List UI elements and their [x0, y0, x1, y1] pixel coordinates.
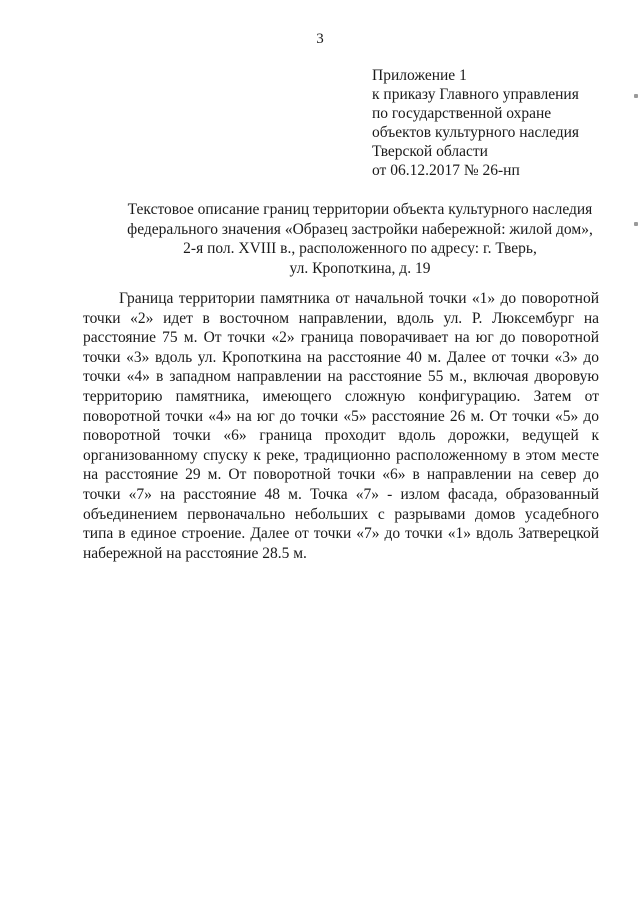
body-line: набережной на расстояние 28.5 м.	[83, 544, 307, 562]
body-line: поворотной точки «6» граница проходит вдоль дорожки, ведущей к	[83, 427, 599, 445]
body-line: Граница территории памятника от начальной точки «1» до поворотной	[119, 290, 599, 307]
body-line: точки «2» идет в восточном направлении, вдоль ул. Р. Люксембург на	[83, 309, 599, 327]
body-line: территорию памятника, имеющего сложную конфигурацию. Затем от	[83, 387, 599, 405]
title-line: Текстовое описание границ территории объекта культурного наследия	[127, 201, 593, 218]
document-title	[80, 200, 640, 278]
body-line: на расстояние 29 м. От поворотной точки «6» в направлении на север до	[83, 466, 599, 484]
scan-edge-mark	[634, 94, 638, 98]
body-line: точки «4» в западном направлении на расстояние 55 м., включая дворовую	[83, 368, 599, 386]
body-line: объединением первоначально небольших с разрывами домов усадебного	[83, 505, 599, 523]
body-line: точки «7» на расстояние 48 м. Точка «7» - излом фасада, образованный	[83, 485, 599, 503]
page-number: 3	[316, 31, 324, 47]
boundary-description	[83, 289, 599, 563]
body-line: точки «3» вдоль ул. Кропоткина на расстояние 40 м. Далее от точки «3» до	[83, 348, 599, 366]
appendix-line: по государственной охране	[372, 105, 552, 122]
appendix-header	[372, 66, 632, 180]
body-line: поворотной точки «4» на юг до точки «5» расстояние 26 м. От точки «5» до	[83, 407, 599, 425]
title-line: ул. Кропоткина, д. 19	[289, 259, 431, 277]
scan-edge-mark	[634, 222, 638, 226]
appendix-line: от 06.12.2017 № 26-нп	[372, 162, 520, 179]
title-line: 2-я пол. XVIII в., расположенного по адресу: г. Тверь,	[183, 240, 537, 257]
appendix-line: Приложение 1	[372, 67, 467, 84]
appendix-line: объектов культурного наследия	[372, 124, 580, 141]
body-line: расстояние 75 м. От точки «2» граница поворачивает на юг до поворотной	[83, 329, 599, 347]
appendix-line: к приказу Главного управления	[372, 86, 579, 103]
body-line: типа в единое строение. Далее от точки «7» до точки «1» вдоль Затверецкой	[83, 525, 599, 543]
appendix-line: Тверской области	[372, 143, 488, 160]
body-line: организованному спуску к реке, традиционно расположенному в этом месте	[83, 446, 599, 464]
title-line: федерального значения «Образец застройки набережной: жилой дом»,	[127, 220, 593, 238]
